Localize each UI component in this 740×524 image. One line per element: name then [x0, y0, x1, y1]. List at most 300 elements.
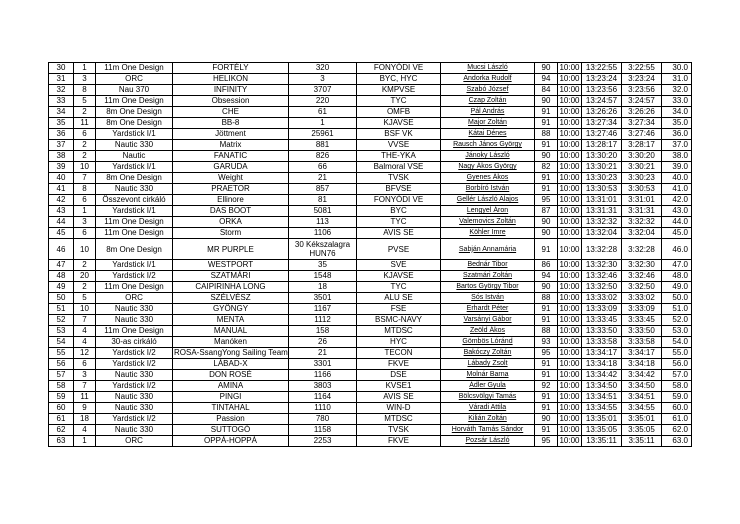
- age-cell: 94: [535, 271, 558, 282]
- start-time-cell: 10:00: [559, 184, 580, 193]
- start-time-cell: 10:00: [559, 129, 580, 138]
- table-row: [49, 392, 692, 403]
- points-cell: 40.0: [662, 173, 692, 184]
- boat-number-cell: 3803: [289, 381, 357, 392]
- sail-number-cell: 12: [74, 348, 96, 359]
- points-cell: 52.0: [662, 315, 692, 326]
- class-cell: Nautic: [96, 151, 173, 162]
- finish-time-cell: 13:22:55: [582, 63, 622, 74]
- place-cell: 37: [49, 140, 74, 151]
- boat-number-cell: 857: [289, 184, 357, 195]
- boat-number-cell: 3501: [289, 293, 357, 304]
- class-cell: 30-as cirkáló: [96, 337, 173, 348]
- elapsed-time-cell: 3:34:50: [622, 381, 662, 392]
- age-cell: 90: [535, 228, 558, 239]
- skipper-cell: Szabó József: [441, 85, 535, 96]
- table-row: [49, 129, 692, 140]
- place-cell: 50: [49, 293, 74, 304]
- boat-name-cell: FORTÉLY: [173, 63, 289, 74]
- finish-time-cell: 13:30:20: [582, 151, 622, 162]
- table-row: [49, 436, 692, 447]
- class-cell: Yardstick I/1: [96, 129, 173, 140]
- boat-name-cell: WESTPORT: [173, 260, 289, 271]
- boat-name-cell: GYÖNGY: [173, 304, 289, 315]
- finish-time-cell: 13:32:30: [582, 260, 622, 271]
- elapsed-time-cell: 3:22:55: [622, 63, 662, 74]
- club-cell: TYC: [357, 282, 441, 293]
- elapsed-time-cell: 3:23:24: [622, 74, 662, 85]
- club-cell: DSE: [357, 370, 441, 381]
- points-cell: 33.0: [662, 96, 692, 107]
- skipper-cell: Borbíró István: [441, 184, 535, 195]
- age-cell: 91: [535, 173, 558, 184]
- start-time-cell: 10:00: [559, 271, 580, 280]
- boat-name-cell: OPPÁ-HOPPÁ: [173, 436, 289, 447]
- age-cell: 91: [535, 107, 558, 118]
- skipper-cell: Horváth Tamás Sándor: [441, 425, 535, 436]
- skipper-cell: Pál András: [441, 107, 535, 118]
- sail-number-cell: 3: [74, 370, 96, 381]
- boat-number-cell: 3301: [289, 359, 357, 370]
- finish-time-cell: 13:27:46: [582, 129, 622, 140]
- points-cell: 61.0: [662, 414, 692, 425]
- boat-name-cell: TINTAHAL: [173, 403, 289, 414]
- age-cell: 95: [535, 348, 558, 359]
- boat-number-cell: 2253: [289, 436, 357, 447]
- boat-number-cell: 5081: [289, 206, 357, 217]
- table-row: [49, 271, 692, 282]
- elapsed-time-cell: 3:34:55: [622, 403, 662, 414]
- club-cell: KVSE1: [357, 381, 441, 392]
- skipper-cell: Ádler Gyula: [441, 381, 535, 392]
- table-row: [49, 381, 692, 392]
- table-row: [49, 140, 692, 151]
- class-cell: Yardstick I/1: [96, 260, 173, 271]
- finish-time-cell: 13:23:56: [582, 85, 622, 96]
- elapsed-time-cell: 3:30:21: [622, 162, 662, 173]
- place-cell: 63: [49, 436, 74, 447]
- sail-number-cell: 6: [74, 359, 96, 370]
- boat-name-cell: MR PURPLE: [173, 239, 289, 260]
- table-row: [49, 348, 692, 359]
- boat-name-cell: BB-8: [173, 118, 289, 129]
- finish-time-cell: 13:31:31: [582, 206, 622, 217]
- finish-time-cell: 13:32:46: [582, 271, 622, 282]
- club-cell: AVIS SE: [357, 228, 441, 239]
- club-cell: TVSK: [357, 425, 441, 436]
- start-time-cell: 10:00: [559, 348, 580, 357]
- finish-time-cell: 13:31:01: [582, 195, 622, 206]
- skipper-cell: Kilián Zoltán: [441, 414, 535, 425]
- finish-time-cell: 13:33:45: [582, 315, 622, 326]
- results-table: [48, 62, 692, 447]
- boat-number-cell: 21: [289, 348, 357, 359]
- sail-number-cell: 2: [74, 282, 96, 293]
- club-cell: BFVSE: [357, 184, 441, 195]
- age-cell: 91: [535, 359, 558, 370]
- start-time-cell: 10:00: [559, 326, 580, 335]
- sail-number-cell: 10: [74, 239, 96, 260]
- start-time-cell: 10:00: [559, 260, 580, 269]
- sail-number-cell: 2: [74, 140, 96, 151]
- elapsed-time-cell: 3:35:11: [622, 436, 662, 447]
- skipper-cell: Bakóczy Zoltán: [441, 348, 535, 359]
- boat-number-cell: 21: [289, 173, 357, 184]
- boat-number-cell: 780: [289, 414, 357, 425]
- finish-time-cell: 13:24:57: [582, 96, 622, 107]
- sail-number-cell: 10: [74, 162, 96, 173]
- place-cell: 35: [49, 118, 74, 129]
- points-cell: 55.0: [662, 348, 692, 359]
- sail-number-cell: 2: [74, 107, 96, 118]
- age-cell: 86: [535, 260, 558, 271]
- class-cell: Yardstick I/1: [96, 206, 173, 217]
- points-cell: 54.0: [662, 337, 692, 348]
- skipper-cell: Rausch János György: [441, 140, 535, 151]
- class-cell: Yardstick I/2: [96, 414, 173, 425]
- finish-time-cell: 13:34:50: [582, 381, 622, 392]
- table-row: [49, 337, 692, 348]
- club-cell: BYC, HYC: [357, 74, 441, 85]
- elapsed-time-cell: 3:32:28: [622, 239, 662, 260]
- class-cell: Yardstick I/2: [96, 359, 173, 370]
- boat-number-cell: 3: [289, 74, 357, 85]
- boat-number-cell: 1164: [289, 392, 357, 403]
- finish-time-cell: 13:33:50: [582, 326, 622, 337]
- place-cell: 34: [49, 107, 74, 118]
- elapsed-time-cell: 3:31:01: [622, 195, 662, 206]
- skipper-cell: Gyenes Ákos: [441, 173, 535, 184]
- place-cell: 48: [49, 271, 74, 282]
- boat-number-cell: 66: [289, 162, 357, 173]
- age-cell: 84: [535, 85, 558, 96]
- sail-number-cell: 9: [74, 403, 96, 414]
- boat-number-cell: 35: [289, 260, 357, 271]
- points-cell: 51.0: [662, 304, 692, 315]
- age-cell: 91: [535, 392, 558, 403]
- class-cell: 11m One Design: [96, 228, 173, 239]
- sail-number-cell: 11: [74, 118, 96, 129]
- finish-time-cell: 13:23:24: [582, 74, 622, 85]
- boat-number-cell: 320: [289, 63, 357, 74]
- boat-number-cell: 1110: [289, 403, 357, 414]
- elapsed-time-cell: 3:32:04: [622, 228, 662, 239]
- table-row: [49, 74, 692, 85]
- club-cell: TYC: [357, 96, 441, 107]
- boat-number-cell: 30 Kékszalagra HUN76: [289, 239, 357, 260]
- boat-name-cell: Ellinore: [173, 195, 289, 206]
- class-cell: 11m One Design: [96, 217, 173, 228]
- boat-name-cell: LÁBAD-X: [173, 359, 289, 370]
- start-time-cell: 10:00: [559, 337, 580, 346]
- table-row: [49, 425, 692, 436]
- finish-time-cell: 13:32:50: [582, 282, 622, 293]
- place-cell: 45: [49, 228, 74, 239]
- sail-number-cell: 10: [74, 304, 96, 315]
- class-cell: 11m One Design: [96, 96, 173, 107]
- age-cell: 93: [535, 337, 558, 348]
- elapsed-time-cell: 3:35:05: [622, 425, 662, 436]
- sail-number-cell: 6: [74, 228, 96, 239]
- class-cell: Nautic 330: [96, 140, 173, 151]
- club-cell: MTDSC: [357, 326, 441, 337]
- finish-time-cell: 13:30:23: [582, 173, 622, 184]
- finish-time-cell: 13:35:05: [582, 425, 622, 436]
- class-cell: 8m One Design: [96, 173, 173, 184]
- table-row: [49, 403, 692, 414]
- class-cell: 8m One Design: [96, 118, 173, 129]
- skipper-cell: Varsányi Gábor: [441, 315, 535, 326]
- start-time-cell: 10:00: [559, 118, 580, 127]
- boat-number-cell: 1106: [289, 228, 357, 239]
- skipper-cell: Erhardt Péter: [441, 304, 535, 315]
- table-row: [49, 228, 692, 239]
- club-cell: TECON: [357, 348, 441, 359]
- finish-time-cell: 13:34:17: [582, 348, 622, 359]
- boat-name-cell: Jöttment: [173, 129, 289, 140]
- elapsed-time-cell: 3:33:09: [622, 304, 662, 315]
- class-cell: ORC: [96, 293, 173, 304]
- club-cell: BYC: [357, 206, 441, 217]
- elapsed-time-cell: 3:32:30: [622, 260, 662, 271]
- sail-number-cell: 4: [74, 425, 96, 436]
- age-cell: 88: [535, 326, 558, 337]
- club-cell: THE-YKA: [357, 151, 441, 162]
- boat-number-cell: 220: [289, 96, 357, 107]
- place-cell: 54: [49, 337, 74, 348]
- age-cell: 90: [535, 151, 558, 162]
- sail-number-cell: 2: [74, 151, 96, 162]
- boat-name-cell: SUTTOGÓ: [173, 425, 289, 436]
- boat-name-cell: CAIPIRINHA LONG: [173, 282, 289, 293]
- place-cell: 47: [49, 260, 74, 271]
- club-cell: OMFB: [357, 107, 441, 118]
- sail-number-cell: 1: [74, 206, 96, 217]
- age-cell: 95: [535, 195, 558, 206]
- age-cell: 91: [535, 403, 558, 414]
- class-cell: 11m One Design: [96, 282, 173, 293]
- table-row: [49, 206, 692, 217]
- table-row: [49, 260, 692, 271]
- points-cell: 48.0: [662, 271, 692, 282]
- finish-time-cell: 13:35:01: [582, 414, 622, 425]
- skipper-cell: Andorka Rudolf: [441, 74, 535, 85]
- boat-name-cell: Storm: [173, 228, 289, 239]
- start-time-cell: 10:00: [558, 239, 582, 260]
- points-cell: 46.0: [662, 239, 692, 260]
- sail-number-cell: 6: [74, 195, 96, 206]
- sail-number-cell: 4: [74, 337, 96, 348]
- points-cell: 63.0: [662, 436, 692, 447]
- skipper-cell: Váradi Attila: [441, 403, 535, 414]
- table-row: [49, 414, 692, 425]
- start-time-cell: 10:00: [559, 63, 580, 72]
- start-time-cell: 10:00: [559, 315, 580, 324]
- skipper-cell: Sós István: [441, 293, 535, 304]
- class-cell: Nautic 330: [96, 315, 173, 326]
- boat-name-cell: SZÉLVÉSZ: [173, 293, 289, 304]
- place-cell: 46: [49, 239, 74, 260]
- boat-name-cell: INFINITY: [173, 85, 289, 96]
- place-cell: 40: [49, 173, 74, 184]
- boat-number-cell: 1158: [289, 425, 357, 436]
- club-cell: ALU SE: [357, 293, 441, 304]
- boat-name-cell: PRAETOR: [173, 184, 289, 195]
- points-cell: 60.0: [662, 403, 692, 414]
- elapsed-time-cell: 3:32:50: [622, 282, 662, 293]
- boat-name-cell: Weight: [173, 173, 289, 184]
- boat-name-cell: AMINA: [173, 381, 289, 392]
- finish-time-cell: 13:32:28: [582, 239, 622, 260]
- boat-number-cell: 158: [289, 326, 357, 337]
- points-cell: 39.0: [662, 162, 692, 173]
- skipper-cell: Lengyel Áron: [441, 206, 535, 217]
- skipper-cell: Bölcsvölgyi Tamás: [441, 392, 535, 403]
- elapsed-time-cell: 3:31:31: [622, 206, 662, 217]
- class-cell: Nautic 330: [96, 304, 173, 315]
- start-time-cell: 10:00: [559, 162, 580, 171]
- points-cell: 59.0: [662, 392, 692, 403]
- boat-name-cell: CHE: [173, 107, 289, 118]
- start-time-cell: 10:00: [559, 140, 580, 149]
- points-cell: 56.0: [662, 359, 692, 370]
- age-cell: 90: [535, 96, 558, 107]
- finish-time-cell: 13:28:17: [582, 140, 622, 151]
- elapsed-time-cell: 3:23:56: [622, 85, 662, 96]
- club-cell: BSF VK: [357, 129, 441, 140]
- class-cell: Nautic 330: [96, 403, 173, 414]
- club-cell: Balmoral VSE: [357, 162, 441, 173]
- sail-number-cell: 11: [74, 392, 96, 403]
- club-cell: VVSE: [357, 140, 441, 151]
- class-cell: Nautic 330: [96, 184, 173, 195]
- place-cell: 42: [49, 195, 74, 206]
- sail-number-cell: 3: [74, 217, 96, 228]
- points-cell: 41.0: [662, 184, 692, 195]
- age-cell: 90: [535, 63, 558, 74]
- table-row: [49, 173, 692, 184]
- boat-number-cell: 826: [289, 151, 357, 162]
- start-time-cell: 10:00: [559, 96, 580, 105]
- place-cell: 33: [49, 96, 74, 107]
- age-cell: 91: [535, 184, 558, 195]
- boat-name-cell: ROSA-SsangYong Sailing Team: [174, 348, 288, 357]
- age-cell: 95: [535, 436, 558, 447]
- table-row: [49, 195, 692, 206]
- points-cell: 31.0: [662, 74, 692, 85]
- skipper-cell: Sabján Annamária: [441, 239, 535, 260]
- age-cell: 90: [535, 217, 558, 228]
- elapsed-time-cell: 3:30:53: [622, 184, 662, 195]
- class-cell: 8m One Design: [96, 239, 173, 260]
- skipper-cell: Czap Zoltán: [441, 96, 535, 107]
- finish-time-cell: 13:34:18: [582, 359, 622, 370]
- elapsed-time-cell: 3:32:32: [622, 217, 662, 228]
- table-row: [49, 118, 692, 129]
- finish-time-cell: 13:35:11: [582, 436, 622, 447]
- boat-number-cell: 3707: [289, 85, 357, 96]
- class-cell: Nau 370: [96, 85, 173, 96]
- boat-name-cell: SZATMÁRI: [173, 271, 289, 282]
- club-cell: FKVE: [357, 359, 441, 370]
- start-time-cell: 10:00: [559, 436, 580, 445]
- boat-number-cell: 113: [289, 217, 357, 228]
- elapsed-time-cell: 3:33:58: [622, 337, 662, 348]
- age-cell: 87: [535, 206, 558, 217]
- sail-number-cell: 2: [74, 260, 96, 271]
- finish-time-cell: 13:32:32: [582, 217, 622, 228]
- elapsed-time-cell: 3:28:17: [622, 140, 662, 151]
- club-cell: AVIS SE: [357, 392, 441, 403]
- start-time-cell: 10:00: [559, 217, 580, 226]
- table-row: [49, 96, 692, 107]
- points-cell: 47.0: [662, 260, 692, 271]
- club-cell: KJAVSE: [357, 271, 441, 282]
- table-row: [49, 85, 692, 96]
- skipper-cell: Zeöld Ákos: [441, 326, 535, 337]
- age-cell: 88: [535, 129, 558, 140]
- sail-number-cell: 5: [74, 96, 96, 107]
- boat-name-cell: DAS BOOT: [173, 206, 289, 217]
- start-time-cell: 10:00: [559, 195, 580, 204]
- class-cell: Összevont cirkáló: [96, 195, 173, 206]
- place-cell: 52: [49, 315, 74, 326]
- boat-name-cell: Matrix: [173, 140, 289, 151]
- table-row: [49, 359, 692, 370]
- age-cell: 82: [535, 162, 558, 173]
- table-row: [49, 107, 692, 118]
- sail-number-cell: 3: [74, 74, 96, 85]
- points-cell: 45.0: [662, 228, 692, 239]
- points-cell: 37.0: [662, 140, 692, 151]
- finish-time-cell: 13:33:02: [582, 293, 622, 304]
- class-cell: Yardstick I/1: [96, 162, 173, 173]
- finish-time-cell: 13:34:51: [582, 392, 622, 403]
- class-cell: ORC: [96, 74, 173, 85]
- boat-number-cell: 18: [289, 282, 357, 293]
- table-row: [49, 151, 692, 162]
- boat-number-cell: 1166: [289, 370, 357, 381]
- skipper-cell: Valemovics Zoltán: [441, 217, 535, 228]
- sail-number-cell: 8: [74, 85, 96, 96]
- start-time-cell: 10:00: [559, 381, 580, 390]
- table-row: [49, 315, 692, 326]
- place-cell: 55: [49, 348, 74, 359]
- place-cell: 61: [49, 414, 74, 425]
- elapsed-time-cell: 3:26:26: [622, 107, 662, 118]
- boat-name-cell: HELIKON: [173, 74, 289, 85]
- skipper-cell: Szatmári Zoltán: [441, 271, 535, 282]
- club-cell: SVE: [357, 260, 441, 271]
- points-cell: 36.0: [662, 129, 692, 140]
- elapsed-time-cell: 3:34:51: [622, 392, 662, 403]
- points-cell: 58.0: [662, 381, 692, 392]
- club-cell: FSE: [357, 304, 441, 315]
- age-cell: 94: [535, 74, 558, 85]
- elapsed-time-cell: 3:35:01: [622, 414, 662, 425]
- skipper-cell: Gömbös Lóránd: [441, 337, 535, 348]
- table-row: [49, 282, 692, 293]
- place-cell: 60: [49, 403, 74, 414]
- class-cell: ORC: [96, 436, 173, 447]
- start-time-cell: 10:00: [559, 74, 580, 83]
- club-cell: FONYÓDI VE: [357, 63, 441, 74]
- boat-name-cell: ORKA: [173, 217, 289, 228]
- age-cell: 91: [535, 315, 558, 326]
- club-cell: BSMC-NAVY: [357, 315, 441, 326]
- place-cell: 58: [49, 381, 74, 392]
- boat-number-cell: 26: [289, 337, 357, 348]
